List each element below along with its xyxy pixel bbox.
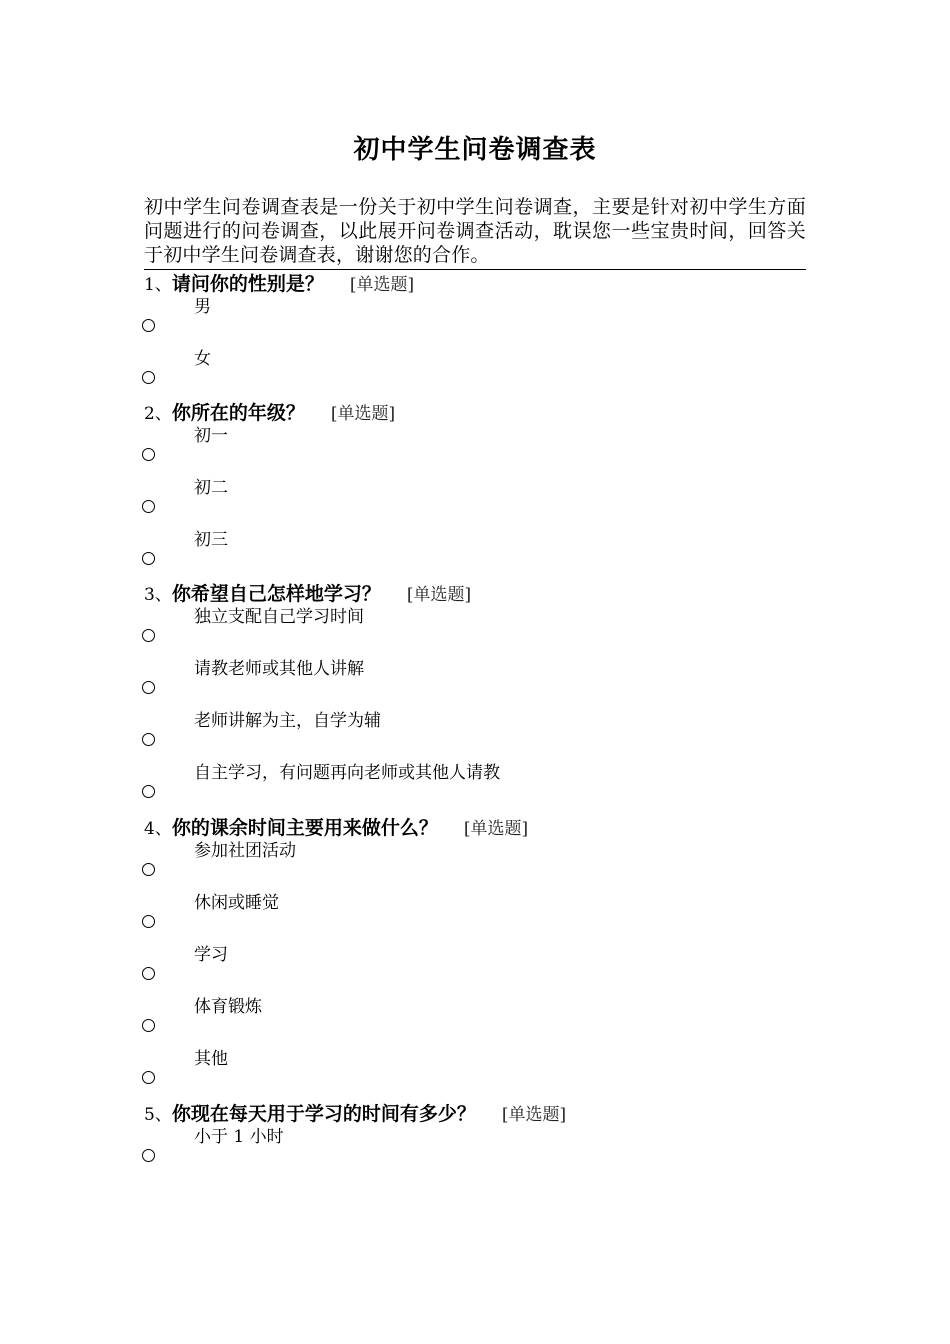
option-label: 参加社团活动 [194, 841, 296, 861]
question-type-tag: [单选题] [406, 585, 472, 605]
radio-button-club[interactable] [142, 863, 155, 876]
question-5-heading [144, 1101, 566, 1127]
radio-button-grade-3[interactable] [142, 552, 155, 565]
option-label: 独立支配自己学习时间 [194, 607, 364, 627]
question-text: 你希望自己怎样地学习？ [171, 583, 381, 605]
question-type-tag: [单选题] [463, 819, 529, 839]
radio-button-female[interactable] [142, 371, 155, 384]
option-label: 男 [194, 297, 211, 317]
document-title: 初中学生问卷调查表 [353, 135, 597, 165]
question-4-heading [144, 815, 528, 841]
option-label: 初二 [194, 478, 228, 498]
question-number: 3、 [144, 585, 172, 605]
option-label: 体育锻炼 [194, 997, 262, 1017]
intro-paragraph: 初中学生问卷调查表是一份关于初中学生问卷调查，主要是针对初中学生方面问题进行的问卷调查，以此展开问卷调查活动，耽误您一些宝贵时间，回答关于初中学生问卷调查表，谢谢您的合作。 [144, 196, 806, 266]
question-2-heading [144, 400, 395, 426]
option-label: 小于 1 小时 [194, 1127, 284, 1147]
option-label: 老师讲解为主，自学为辅 [194, 711, 381, 731]
question-type-tag: [单选题] [330, 404, 396, 424]
question-number: 2、 [144, 404, 172, 424]
option-label: 自主学习，有问题再向老师或其他人请教 [194, 763, 500, 783]
radio-button-ask-teacher[interactable] [142, 681, 155, 694]
option-label: 学习 [194, 945, 228, 965]
option-label: 初三 [194, 530, 228, 550]
question-text: 你所在的年级？ [171, 402, 305, 424]
option-label: 休闲或睡觉 [194, 893, 279, 913]
question-type-tag: [单选题] [501, 1105, 567, 1125]
radio-button-grade-1[interactable] [142, 448, 155, 461]
radio-button-study[interactable] [142, 967, 155, 980]
option-label: 请教老师或其他人讲解 [194, 659, 364, 679]
radio-button-independent[interactable] [142, 629, 155, 642]
question-number: 1、 [144, 275, 172, 295]
question-text: 你现在每天用于学习的时间有多少？ [171, 1103, 476, 1125]
question-text: 你的课余时间主要用来做什么？ [171, 817, 438, 839]
radio-button-grade-2[interactable] [142, 500, 155, 513]
radio-button-self-study[interactable] [142, 785, 155, 798]
question-3-heading [144, 581, 471, 607]
radio-button-sports[interactable] [142, 1019, 155, 1032]
intro-divider [144, 269, 806, 270]
question-type-tag: [单选题] [349, 275, 415, 295]
option-label: 其他 [194, 1049, 228, 1069]
radio-button-male[interactable] [142, 319, 155, 332]
radio-button-other[interactable] [142, 1071, 155, 1084]
question-1-heading [144, 271, 414, 297]
radio-button-rest[interactable] [142, 915, 155, 928]
option-label: 初一 [194, 426, 228, 446]
radio-button-under-1-hour[interactable] [142, 1149, 155, 1162]
option-label: 女 [194, 349, 211, 369]
question-text: 请问你的性别是？ [171, 273, 324, 295]
radio-button-teacher-led[interactable] [142, 733, 155, 746]
question-number: 4、 [144, 819, 172, 839]
question-number: 5、 [144, 1105, 172, 1125]
